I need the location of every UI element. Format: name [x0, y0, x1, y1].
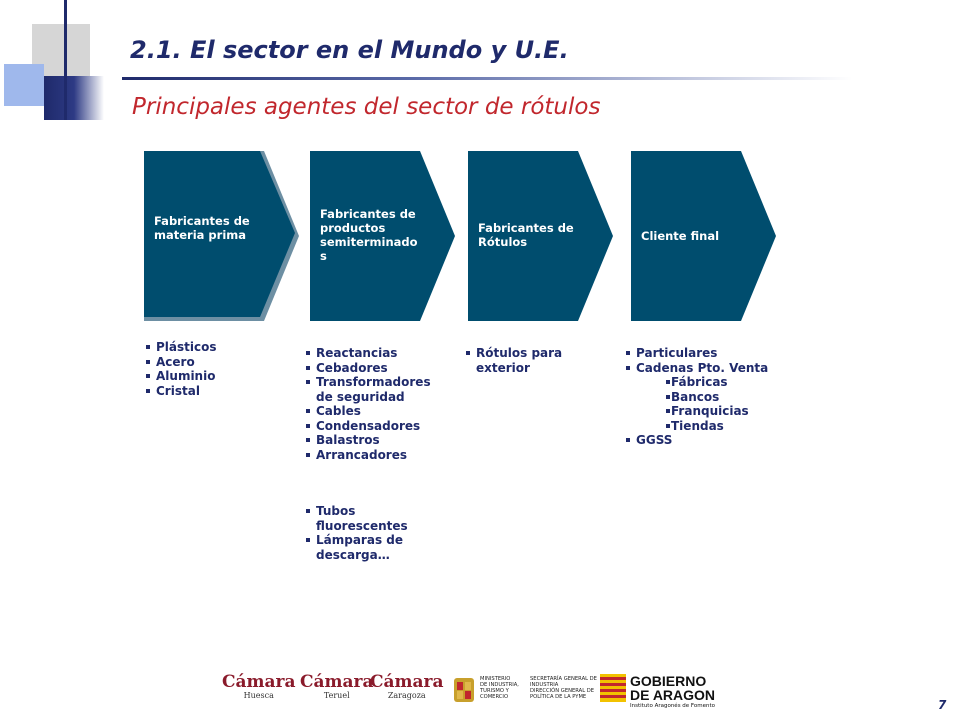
- slide-title: 2.1. El sector en el Mundo y U.E.: [130, 36, 569, 64]
- list-rotulos: [466, 346, 576, 375]
- logo-word: Cámara: [370, 672, 444, 692]
- list-item: Acero: [146, 355, 266, 370]
- aragon-flag-icon: [600, 674, 626, 702]
- ministry-line: SECRETARÍA GENERAL DE: [530, 676, 597, 682]
- list-semiterminados-b: [306, 504, 426, 562]
- ministry-line: DIRECCIÓN GENERAL DE: [530, 688, 595, 694]
- corner-square-navy: [44, 76, 104, 120]
- logo-camara-huesca: [222, 672, 296, 700]
- list-item: Tubos fluorescentes: [306, 504, 426, 533]
- logo-word: Cámara: [222, 672, 296, 692]
- ministry-line: DE INDUSTRIA,: [480, 682, 519, 688]
- gobierno-line: DE ARAGON: [630, 687, 716, 703]
- list-sub-item: Bancos: [666, 390, 786, 405]
- list-item: Arrancadores: [306, 448, 440, 463]
- ministry-line: COMERCIO: [480, 694, 509, 700]
- stage-rotulos: [468, 151, 618, 321]
- gobierno-sub: Instituto Aragonés de Fomento: [630, 703, 716, 709]
- stage-label: Fabricantes de productos semiterminado s: [320, 207, 418, 263]
- stage-label: Fabricantes de materia prima: [154, 214, 250, 242]
- title-underline: [122, 77, 852, 80]
- list-item: Lámparas de descarga…: [306, 533, 426, 562]
- gobierno-line: GOBIERNO: [630, 673, 707, 689]
- logo-city: Huesca: [243, 691, 274, 700]
- logo-camara-teruel: [300, 672, 374, 700]
- logo-word: Cámara: [300, 672, 374, 692]
- list-cliente-final: [626, 346, 786, 448]
- list-sub-item: Franquicias: [666, 404, 786, 419]
- ministry-line: INDUSTRIA: [530, 682, 559, 688]
- gobierno-text: [630, 674, 715, 702]
- list-item: Cebadores: [306, 361, 440, 376]
- list-sub-item: Tiendas: [666, 419, 786, 434]
- list-item: Reactancias: [306, 346, 440, 361]
- list-item: GGSS: [626, 433, 786, 448]
- logo-city: Zaragoza: [387, 691, 426, 700]
- logo-gobierno-aragon: [600, 674, 720, 712]
- ministry-line: MINISTERIO: [480, 676, 511, 682]
- list-item: Aluminio: [146, 369, 266, 384]
- list-item: Condensadores: [306, 419, 440, 434]
- stage-materia-prima: [144, 151, 294, 321]
- logo-ministerio: [452, 676, 597, 706]
- corner-vertical-line: [64, 0, 67, 120]
- list-item: Balastros: [306, 433, 440, 448]
- list-sub-item: Fábricas: [666, 375, 786, 390]
- corner-square-blue: [4, 64, 44, 106]
- list-item: Transformadores de seguridad: [306, 375, 440, 404]
- stage-semiterminados: [310, 151, 460, 321]
- logo-city: Teruel: [323, 691, 350, 700]
- ministry-line: TURISMO Y: [480, 688, 509, 694]
- list-item: Plásticos: [146, 340, 266, 355]
- list-item: Cristal: [146, 384, 266, 399]
- stage-label: Fabricantes de Rótulos: [478, 221, 574, 249]
- list-item: Rótulos para exterior: [466, 346, 576, 375]
- page-number: 7: [938, 698, 947, 712]
- ministry-line: POLÍTICA DE LA PYME: [530, 694, 587, 700]
- coat-of-arms-icon: [452, 676, 476, 704]
- list-materia-prima: [146, 340, 266, 398]
- list-item: Cables: [306, 404, 440, 419]
- stage-cliente-final: [631, 151, 781, 321]
- list-semiterminados-a: [306, 346, 440, 462]
- list-item: Particulares: [626, 346, 786, 361]
- slide-subtitle: Principales agentes del sector de rótulos: [132, 94, 601, 120]
- list-item: Cadenas Pto. Venta: [626, 361, 786, 376]
- stage-label: Cliente final: [641, 229, 720, 243]
- logo-camara-zaragoza: [370, 672, 444, 700]
